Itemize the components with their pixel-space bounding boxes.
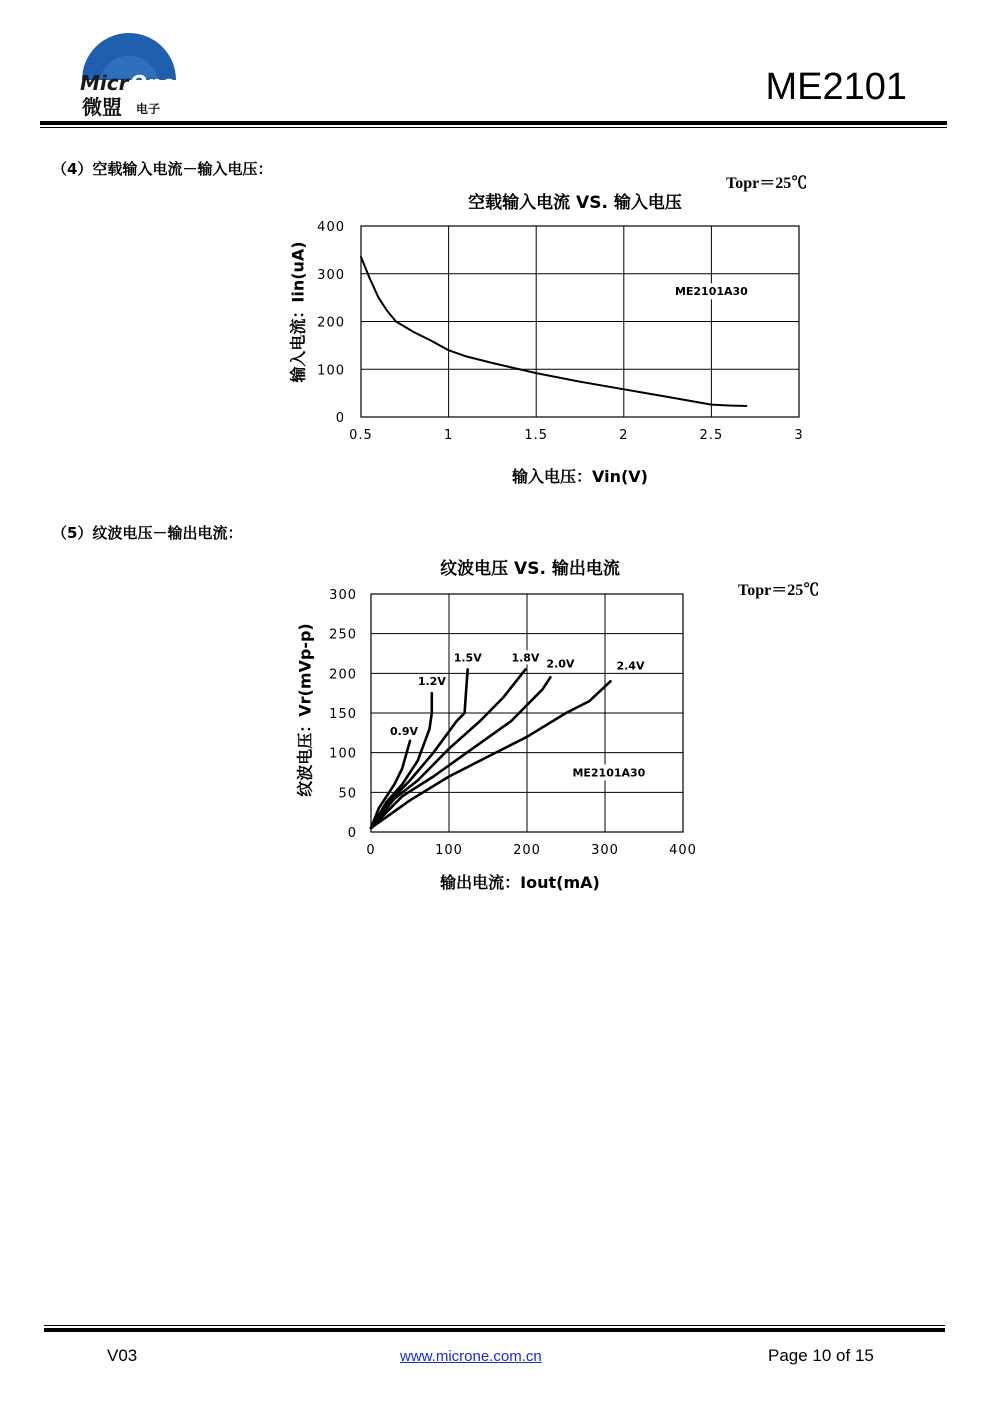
section-4-title: （4）空载输入电流－输入电压： [52, 160, 273, 178]
y-tick-label: 0 [335, 411, 345, 426]
footer-rule-thin [44, 1325, 945, 1326]
footer-page-number: Page 10 of 15 [768, 1346, 874, 1365]
chart-2-xlabel: 输出电流：Iout(mA) [440, 873, 600, 892]
y-tick-label: 50 [338, 786, 357, 802]
document-title: ME2101 [765, 66, 907, 108]
section-5-temperature: Topr＝25℃ [738, 582, 820, 599]
footer-rule-thick [44, 1328, 945, 1332]
chart-annotation: ME2101A30 [674, 285, 748, 299]
footer-website-link[interactable]: www.microne.com.cn [400, 1348, 542, 1365]
company-logo [78, 28, 182, 120]
x-tick-label: 2 [619, 428, 629, 443]
x-tick-label: 1.5 [524, 428, 549, 443]
chart-2-title: 纹波电压 VS. 输出电流 [440, 559, 620, 579]
logo-text-b: One [130, 71, 175, 95]
y-tick-label: 300 [329, 588, 357, 603]
section-4-temperature: Topr＝25℃ [726, 175, 808, 192]
logo-text-a: Micr [80, 71, 129, 95]
y-tick-label: 100 [317, 363, 345, 379]
x-tick-label: 0 [366, 843, 376, 858]
chart-2-ylabel: 纹波电压：Vr(mVp-p) [295, 623, 315, 797]
y-tick-label: 250 [329, 627, 357, 643]
series-line [361, 257, 746, 406]
footer-version: V03 [107, 1346, 138, 1365]
x-tick-label: 400 [669, 843, 697, 858]
y-tick-label: 400 [317, 220, 345, 235]
logo-text-cn: 微盟 [82, 95, 122, 119]
logo-text-cn-small: 电子 [136, 102, 161, 116]
chart-1-title: 空载输入电流 VS. 输入电压 [468, 193, 682, 213]
chart-1-ylabel: 输入电流：Iin(uA) [288, 241, 308, 383]
x-tick-label: 200 [513, 843, 541, 858]
x-tick-label: 100 [435, 843, 463, 858]
y-tick-label: 150 [329, 707, 357, 722]
chart-annotation: ME2101A30 [572, 766, 646, 780]
x-tick-label: 2.5 [699, 428, 724, 443]
series-label: 0.9V [390, 724, 418, 738]
y-tick-label: 200 [317, 315, 345, 331]
chart-1-xlabel: 输入电压：Vin(V) [512, 467, 648, 486]
x-tick-label: 3 [794, 428, 804, 443]
x-tick-label: 0.5 [349, 428, 373, 443]
chart-1-plot [300, 210, 840, 460]
x-tick-label: 300 [591, 843, 619, 858]
y-tick-label: 300 [317, 267, 345, 283]
series-label: 1.5V [453, 651, 482, 665]
series-label: 2.0V [546, 657, 575, 671]
x-tick-label: 1 [443, 428, 454, 443]
chart-2-plot [310, 580, 710, 870]
y-tick-label: 100 [329, 746, 357, 762]
series-label: 1.8V [511, 651, 540, 665]
y-tick-label: 0 [347, 826, 357, 841]
y-tick-label: 200 [329, 667, 357, 683]
header-rule-thin [40, 127, 947, 128]
section-5-title: （5）纹波电压－输出电流： [52, 524, 243, 542]
header-rule-thick [40, 121, 947, 125]
series-label: 1.2V [417, 675, 446, 689]
series-label: 2.4V [616, 659, 645, 673]
